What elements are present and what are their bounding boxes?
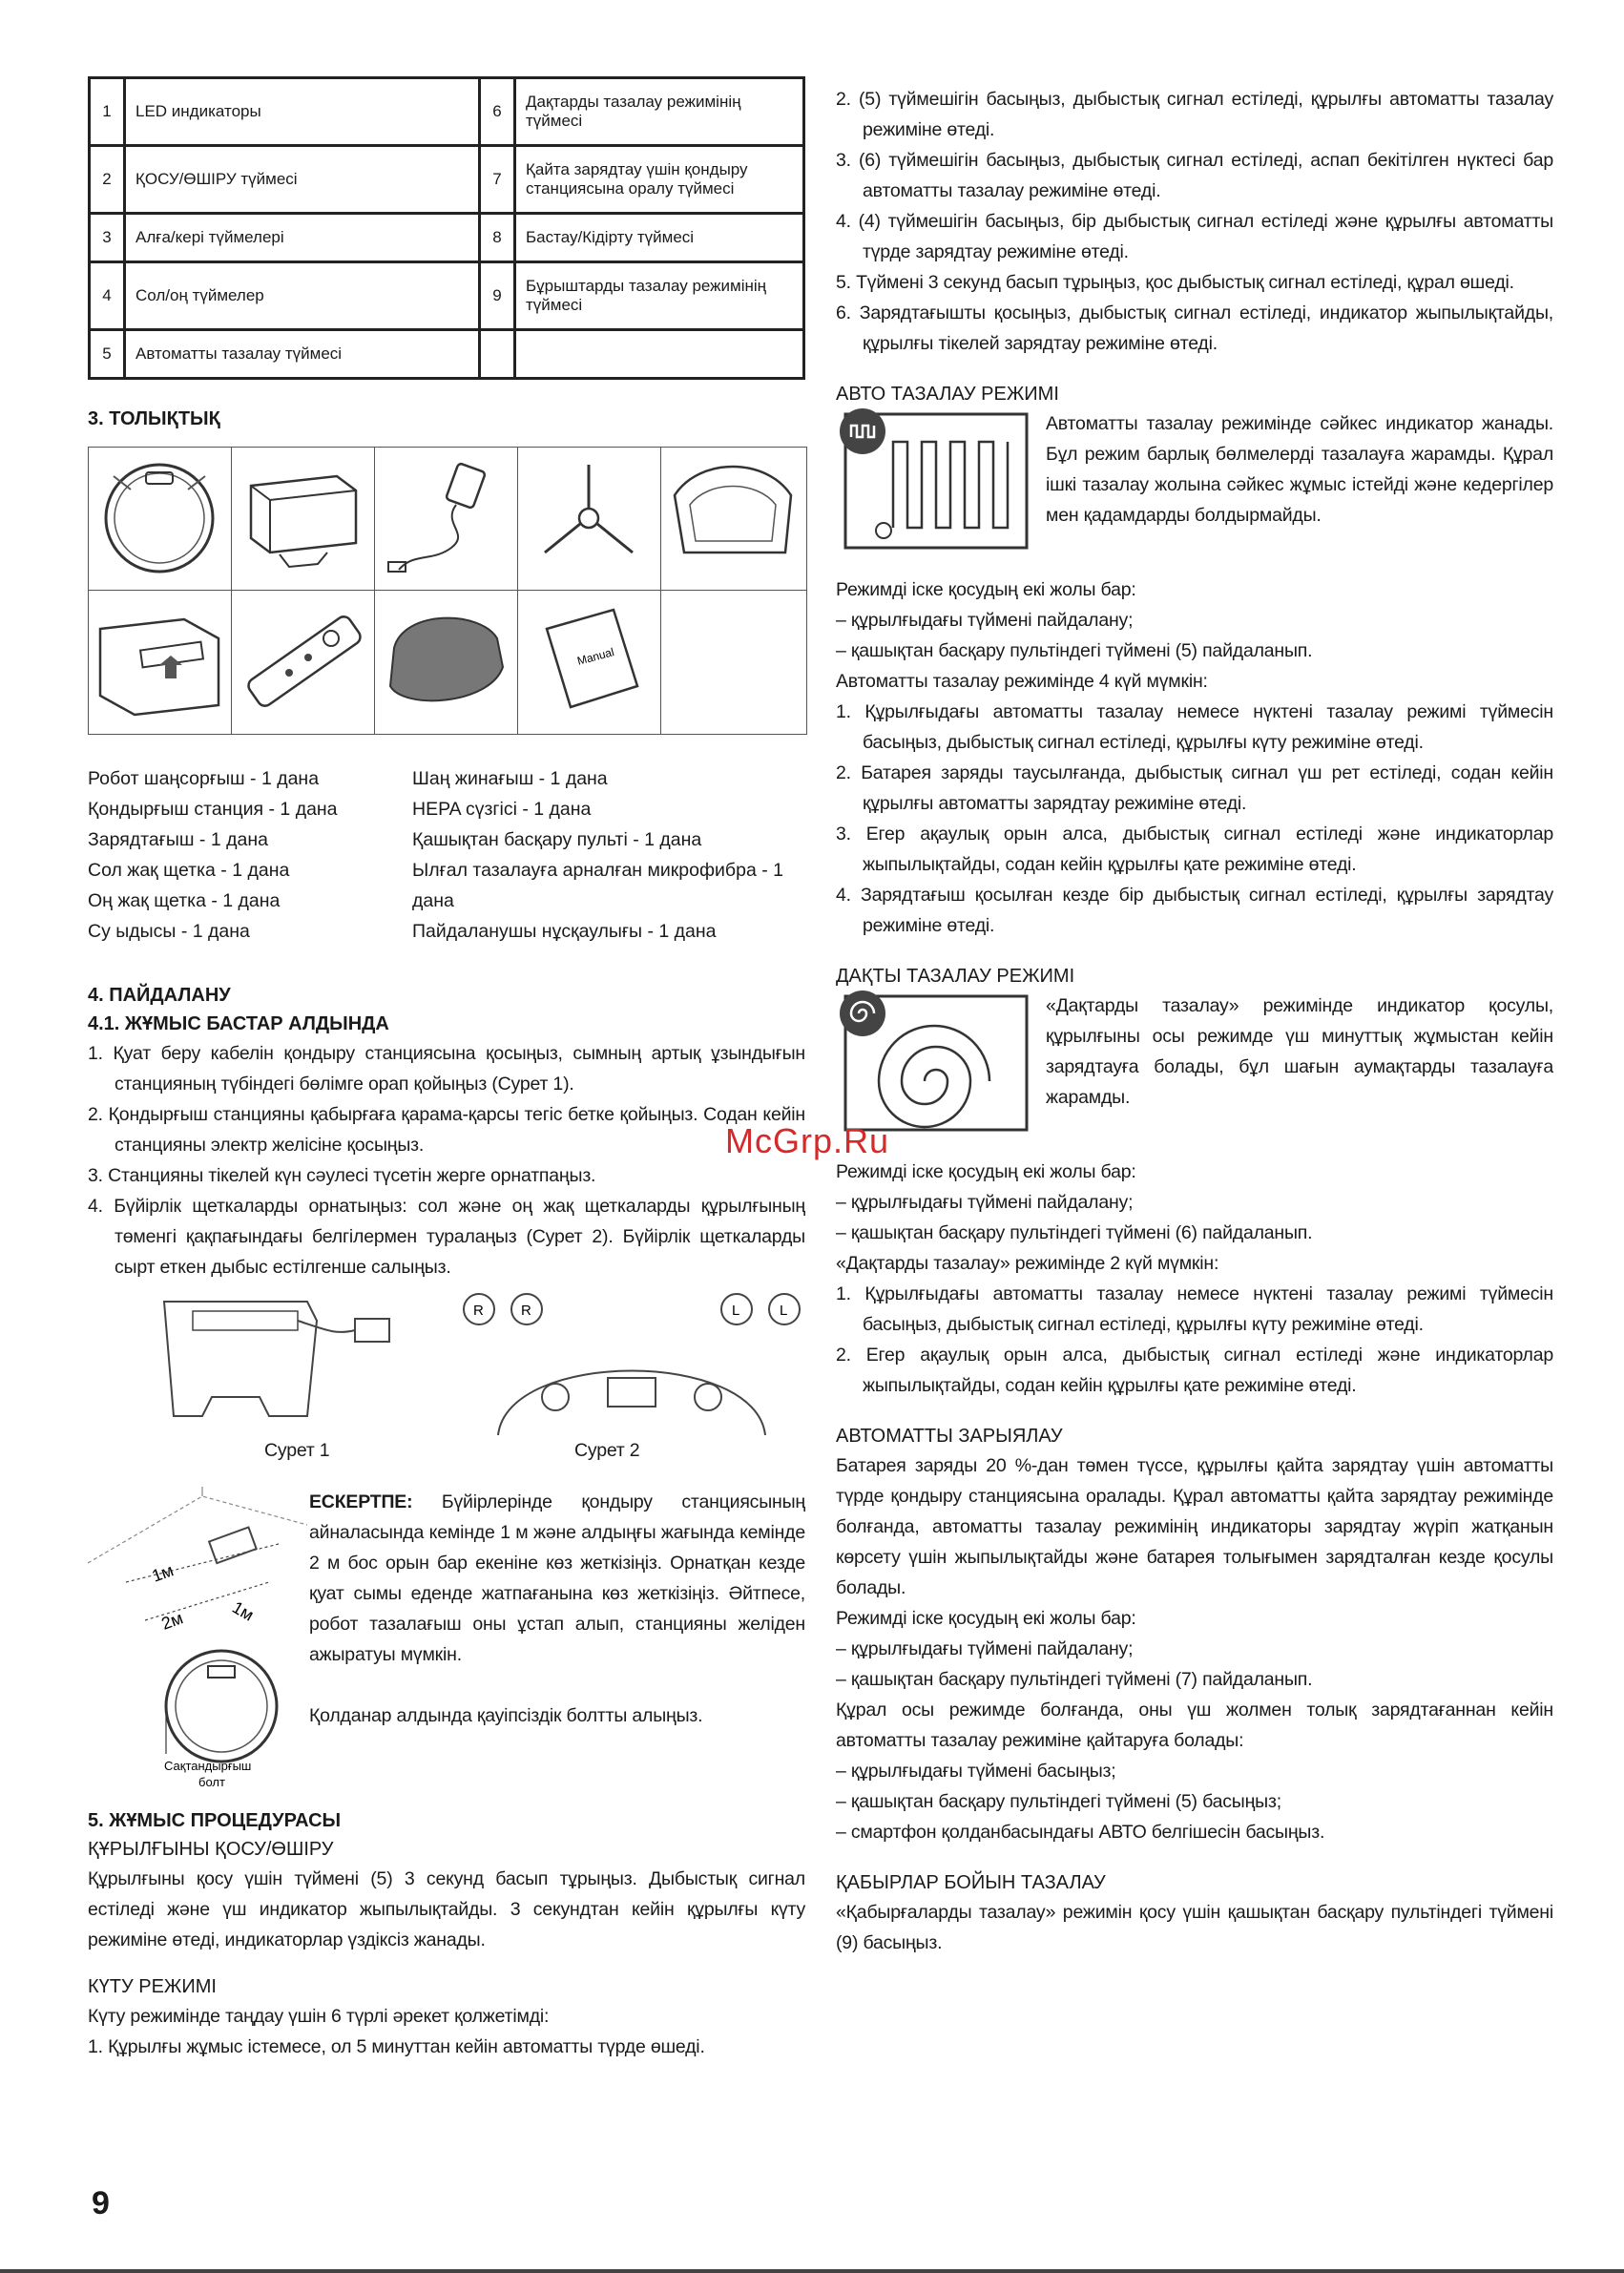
auto-mode-text: Автоматты тазалау режимінде сәйкес индикатор жанады. Бұл режим барлық бөлмелерді тазалауға жарамды. Құрал ішкі тазалау жолына сәйкес жұмыс істейді және кедергілер мен қадамдарды болдырмайды. bbox=[1046, 413, 1553, 526]
dock-station-image bbox=[232, 448, 375, 591]
distance-1m-left: 1м bbox=[149, 1560, 177, 1586]
table-row bbox=[90, 78, 804, 146]
auto-charge-ways: Режимді іске қосудың екі жолы бар: bbox=[836, 1608, 1136, 1629]
manual-label: Manual bbox=[575, 645, 616, 668]
table-cell-label: Сол/оң түймелер bbox=[125, 262, 480, 330]
button-table bbox=[88, 76, 805, 380]
table-row bbox=[90, 330, 804, 379]
list-item: HEPA сүзгісі - 1 дана bbox=[412, 799, 592, 820]
placement-diagram bbox=[88, 1487, 307, 1792]
side-brushes-image bbox=[518, 448, 661, 591]
table-cell-label: LED индикаторы bbox=[125, 78, 480, 146]
watermark: McGrp.Ru bbox=[725, 1121, 890, 1160]
dust-bin-image bbox=[89, 591, 232, 734]
spot-states: «Дақтарды тазалау» режимінде 2 күй мүмкін: bbox=[836, 1253, 1219, 1274]
standby-item: 2. (5) түймешігін басыңыз, дыбыстық сигнал естіледі, құрылғы автоматты тазалау режиміне өтеді. bbox=[836, 89, 1553, 140]
list-item: Ылғал тазалауға арналған микрофибра - 1 дана bbox=[412, 860, 783, 911]
bolt-instruction: Қолданар алдында қауіпсіздік болтты алыңыз. bbox=[309, 1705, 703, 1726]
list-item: Робот шаңсорғыш - 1 дана bbox=[88, 768, 320, 789]
mop-pad-image bbox=[375, 591, 518, 734]
charger-image bbox=[375, 448, 518, 591]
auto-ways: Режимді іске қосудың екі жолы бар: bbox=[836, 579, 1136, 600]
power-subtitle: ҚҰРЫЛҒЫНЫ ҚОСУ/ӨШІРУ bbox=[88, 1839, 334, 1860]
table-cell-num: 2 bbox=[90, 146, 125, 214]
auto-charge-title: АВТОМАТТЫ ЗАРЫЯЛАУ bbox=[836, 1426, 1063, 1447]
table-cell-num: 9 bbox=[480, 262, 515, 330]
table-cell-num: 7 bbox=[480, 146, 515, 214]
spot-mode-text: «Дақтарды тазалау» режимінде индикатор қосулы, құрылғыны осы режимде үш минуттық жұмыстан кейін зарядтауға болады, бұл шағын аумақтарды тазалауға жарамды. bbox=[1046, 995, 1553, 1108]
auto-state-item: 4. Зарядтағыш қосылған кезде бір дыбыстық сигнал естіледі, құрылғы зарядтау режиміне өтеді. bbox=[836, 885, 1553, 936]
auto-charge-way-2: – қашықтан басқару пультіндегі түймені (7) пайдаланып. bbox=[836, 1669, 1313, 1690]
figure-2-image bbox=[460, 1292, 803, 1435]
brush-r-label-2: R bbox=[521, 1303, 531, 1319]
list-item: Су ыдысы - 1 дана bbox=[88, 921, 250, 942]
auto-charge-text: Батарея заряды 20 %-дан төмен түссе, құрылғы қайта зарядтау үшін автоматты түрде қондыру станциясына оралады. Құрал автоматты қайта зарядтау режимінде болғанда, автоматты тазалау режимінің индикаторы зарядтау жүріп жатқанын көрсету үшін жыпылықтайды және батарея толығымен зарядталған кезде қосулы болады. bbox=[836, 1455, 1553, 1598]
wall-mode-text: «Қабырғаларды тазалау» режимін қосу үшін қашықтан басқару пультіндегі түймені (9) басыңыз. bbox=[836, 1902, 1553, 1953]
spot-state-item: 2. Егер ақаулық орын алса, дыбыстық сигнал естіледі және индикаторлар жыпылықтайды, содан кейін құрылғы қате режиміне өтеді. bbox=[836, 1345, 1553, 1396]
section-5-title: 5. ЖҰМЫС ПРОЦЕДУРАСЫ bbox=[88, 1810, 342, 1831]
auto-states: Автоматты тазалау режимінде 4 күй мүмкін: bbox=[836, 671, 1208, 692]
note-body: Бүйірлерінде қондыру станциясының айналасында кемінде 1 м және алдыңғы жағында кемінде 2 м бос орын бар екеніне көз жеткізіңіз. Орнатқан кезде қуат сымы еденде жатпағанына көз жеткізіңіз. Әйтпесе, робот тазалағыш оны ұстап алып, станцияны желіден ажыратуы мүмкін. bbox=[309, 1491, 805, 1665]
table-cell-num: 1 bbox=[90, 78, 125, 146]
standby-item: 3. (6) түймешігін басыңыз, дыбыстық сигнал естіледі, аспап бекітілген нүктесі бар автоматты тазалау режиміне өтеді. bbox=[836, 150, 1553, 201]
note-text bbox=[309, 1487, 805, 1670]
bolt-label-2: болт bbox=[198, 1775, 225, 1789]
standby-item: 1. Құрылғы жұмыс істемесе, ол 5 минуттан кейін автоматты түрде өшеді. bbox=[88, 2036, 705, 2057]
standby-text: Күту режимінде таңдау үшін 6 түрлі әрекет қолжетімді: bbox=[88, 2006, 550, 2027]
package-list-left bbox=[88, 763, 412, 947]
distance-2m: 2м bbox=[158, 1608, 186, 1634]
table-row bbox=[90, 214, 804, 262]
table-cell-label: Қайта зарядтау үшін қондыру станциясына оралу түймесі bbox=[515, 146, 804, 214]
distance-1m-right: 1м bbox=[229, 1597, 258, 1625]
package-contents-list bbox=[88, 763, 805, 947]
section-3-title: 3. ТОЛЫҚТЫҚ bbox=[88, 408, 220, 429]
standby-item: 5. Түймені 3 секунд басып тұрыңыз, қос дыбыстық сигнал естіледі, құрал өшеді. bbox=[836, 272, 1514, 293]
prep-step: 4. Бүйірлік щеткаларды орнатыңыз: сол және оң жақ щеткаларды құрылғының төменгі қақпағындағы белгілермен туралаңыз (Сурет 2). Бүйірлік щеткаларды сырт еткен дыбыс естілгенше салыңыз. bbox=[88, 1196, 805, 1278]
list-item: Оң жақ щетка - 1 дана bbox=[88, 890, 281, 911]
water-tank-image bbox=[661, 448, 806, 591]
spot-state-item: 1. Құрылғыдағы автоматты тазалау немесе нүктені тазалау режимі түймесін басыңыз, дыбыстық сигнал естіледі, құрылғы күту режиміне өтеді. bbox=[836, 1283, 1553, 1335]
brush-r-label-1: R bbox=[473, 1303, 484, 1319]
user-manual-image bbox=[518, 591, 661, 734]
list-item: Қашықтан басқару пульті - 1 дана bbox=[412, 829, 702, 850]
list-item: Шаң жинағыш - 1 дана bbox=[412, 768, 608, 789]
auto-way-1: – құрылғыдағы түймені пайдалану; bbox=[836, 610, 1134, 631]
table-row bbox=[90, 262, 804, 330]
package-list-right bbox=[412, 763, 803, 947]
robot-image bbox=[89, 448, 232, 591]
spot-way-1: – құрылғыдағы түймені пайдалану; bbox=[836, 1192, 1134, 1213]
prep-step: 2. Қондырғыш станцияны қабырғаға қарама-қарсы тегіс бетке қойыңыз. Содан кейін станцияны электр желісіне қосыңыз. bbox=[88, 1104, 805, 1156]
table-cell-label: Алға/кері түймелері bbox=[125, 214, 480, 262]
table-cell-num: 3 bbox=[90, 214, 125, 262]
table-row bbox=[90, 146, 804, 214]
auto-way-2: – қашықтан басқару пультіндегі түймені (5) пайдаланып. bbox=[836, 640, 1313, 661]
spot-clean-icon bbox=[836, 991, 1034, 1134]
list-item: Пайдаланушы нұсқаулығы - 1 дана bbox=[412, 921, 717, 942]
power-text: Құрылғыны қосу үшін түймені (5) 3 секунд басып тұрыңыз. Дыбыстық сигнал естіледі және үш индикатор жыпылықтайды. 3 секундтан кейін құрылғы күту режиміне өтеді, индикаторлар үздіксіз жанады. bbox=[88, 1868, 805, 1950]
standby-subtitle: КҮТУ РЕЖИМІ bbox=[88, 1976, 217, 1997]
spot-mode-block bbox=[836, 991, 1553, 1137]
figure-2-caption: Сурет 2 bbox=[574, 1440, 640, 1461]
prep-step: 1. Қуат беру кабелін қондыру станциясына қосыңыз, сымның артық ұзындығын станцияның түбіндегі бөлімге орап қойыңыз (Сурет 1). bbox=[88, 1043, 805, 1095]
package-contents-grid bbox=[88, 447, 807, 735]
bottom-rule bbox=[0, 2269, 1624, 2273]
table-cell-num: 6 bbox=[480, 78, 515, 146]
right-column bbox=[836, 84, 1553, 1958]
standby-item: 4. (4) түймешігін басыңыз, бір дыбыстық сигнал естіледі және құрылғы автоматты түрде зарядтау режиміне өтеді. bbox=[836, 211, 1553, 262]
figure-1-image bbox=[155, 1292, 412, 1435]
auto-charge-bullet: – құрылғыдағы түймені басыңыз; bbox=[836, 1761, 1116, 1782]
auto-clean-icon bbox=[836, 408, 1034, 552]
list-item: Қондырғыш станция - 1 дана bbox=[88, 799, 338, 820]
list-item: Зарядтағыш - 1 дана bbox=[88, 829, 268, 850]
left-column bbox=[88, 76, 805, 2062]
auto-state-item: 1. Құрылғыдағы автоматты тазалау немесе нүктені тазалау режимі түймесін басыңыз, дыбыстық сигнал естіледі, құрылғы күту режиміне өтеді. bbox=[836, 701, 1553, 753]
auto-mode-block bbox=[836, 408, 1553, 555]
table-cell-label: Бастау/Кідірту түймесі bbox=[515, 214, 804, 262]
section-4-1-title: 4.1. ЖҰМЫС БАСТАР АЛДЫНДА bbox=[88, 1013, 389, 1034]
auto-charge-way-1: – құрылғыдағы түймені пайдалану; bbox=[836, 1638, 1134, 1659]
auto-mode-title: АВТО ТАЗАЛАУ РЕЖИМІ bbox=[836, 384, 1059, 405]
table-cell-label: Дақтарды тазалау режимінің түймесі bbox=[515, 78, 804, 146]
table-cell-label: Автоматты тазалау түймесі bbox=[125, 330, 480, 379]
standby-item: 6. Зарядтағышты қосыңыз, дыбыстық сигнал естіледі, индикатор жыпылықтайды, құрылғы тікелей зарядтау режиміне өтеді. bbox=[836, 302, 1553, 354]
auto-charge-bullet: – қашықтан басқару пультіндегі түймені (5) басыңыз; bbox=[836, 1791, 1281, 1812]
table-cell-label bbox=[515, 330, 804, 379]
brush-l-label-1: L bbox=[732, 1303, 740, 1319]
figures-row bbox=[88, 1292, 805, 1483]
spot-mode-title: ДАҚТЫ ТАЗАЛАУ РЕЖИМІ bbox=[836, 966, 1075, 987]
note-label: ЕСКЕРТПЕ: bbox=[309, 1491, 413, 1512]
prep-step: 3. Станцияны тікелей күн сәулесі түсетін жерге орнатпаңыз. bbox=[88, 1165, 596, 1186]
table-cell-num: 5 bbox=[90, 330, 125, 379]
remote-image bbox=[232, 591, 375, 734]
note-block bbox=[88, 1487, 805, 1806]
table-cell-num: 4 bbox=[90, 262, 125, 330]
auto-state-item: 3. Егер ақаулық орын алса, дыбыстық сигнал естіледі және индикаторлар жыпылықтайды, содан кейін құрылғы қате режиміне өтеді. bbox=[836, 824, 1553, 875]
brush-l-label-2: L bbox=[780, 1303, 788, 1319]
list-item: Сол жақ щетка - 1 дана bbox=[88, 860, 290, 881]
table-cell-label: ҚОСУ/ӨШІРУ түймесі bbox=[125, 146, 480, 214]
table-cell-num: 8 bbox=[480, 214, 515, 262]
spot-way-2: – қашықтан басқару пультіндегі түймені (6) пайдаланып. bbox=[836, 1222, 1313, 1243]
auto-charge-bullet: – смартфон қолданбасындағы АВТО белгішесін басыңыз. bbox=[836, 1822, 1325, 1843]
bolt-label-1: Сақтандырғыш bbox=[164, 1759, 252, 1773]
figure-1-caption: Сурет 1 bbox=[264, 1440, 330, 1461]
page-number: 9 bbox=[92, 2185, 110, 2221]
auto-charge-return: Құрал осы режимде болғанда, оны үш жолмен толық зарядтағаннан кейін автоматты тазалау режиміне қайтаруға болады: bbox=[836, 1700, 1553, 1751]
wall-mode-title: ҚАБЫРЛАР БОЙЫН ТАЗАЛАУ bbox=[836, 1872, 1106, 1893]
auto-state-item: 2. Батарея заряды таусылғанда, дыбыстық сигнал үш рет естіледі, содан кейін құрылғы автоматты зарядтау режиміне өтеді. bbox=[836, 762, 1553, 814]
spot-ways: Режимді іске қосудың екі жолы бар: bbox=[836, 1161, 1136, 1182]
table-cell-label: Бұрыштарды тазалау режимінің түймесі bbox=[515, 262, 804, 330]
section-4-title: 4. ПАЙДАЛАНУ bbox=[88, 985, 231, 1006]
table-cell-num bbox=[480, 330, 515, 379]
